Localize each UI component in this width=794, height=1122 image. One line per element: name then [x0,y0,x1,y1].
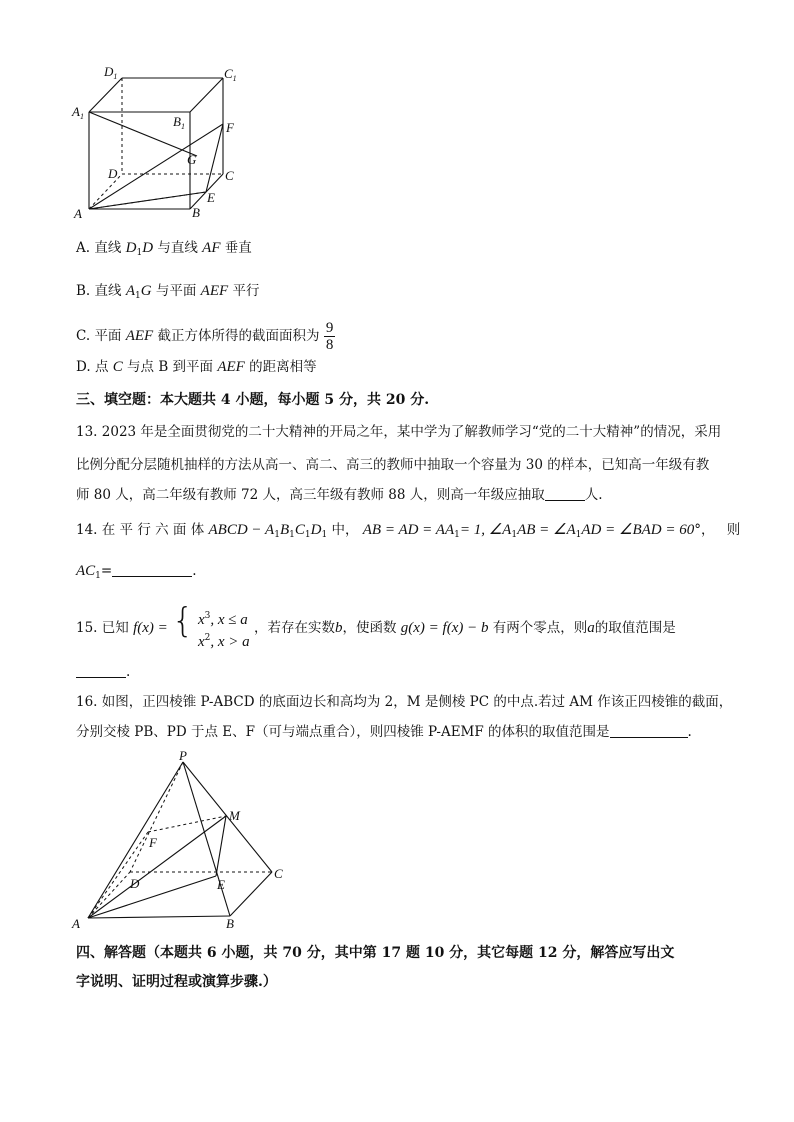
option-d: D. 点 C 与点 B 到平面 AEF 的距离相等 [76,359,317,375]
label-c1: $C_1$ [224,66,237,83]
label-e: E [217,877,225,892]
option-b: B. 直线 $A_1G$ 与平面 AEF 平行 [76,283,260,301]
label-b1: $B_1$ [173,114,185,131]
line-ef [206,124,223,192]
q15-answer-blank[interactable] [76,663,126,678]
label-m: M [229,808,240,823]
q16-line1: 16. 如图，正四棱锥 P-ABCD 的底面边长和高均为 2，M 是侧棱 PC 的中点.若过 AM 作该正四棱锥的截面， [76,694,733,710]
line-ae [89,192,206,209]
edge-a1d1 [89,78,122,112]
fraction-9-8: $\frac{9}{8}$ [325,320,334,353]
label-e: E [207,190,215,205]
label-p: P [179,748,187,763]
edge-pd-hidden [130,762,183,872]
q14-line1: 14. 在 平 行 六 面 体 ABCD − $A_1B_1C_1D_1$ 中， AB = AD = $AA_1= 1$, $\angle A_1AB$ = $\angle A_1AD$ = ∠BAD = 60°， 则 [76,522,741,540]
label-d: D [108,166,118,181]
option-c: C. 平面 AEF 截正方体所得的截面面积为 $\frac{9}{8}$ [76,320,334,353]
q13-line1: 13. 2023 年是全面贯彻党的二十大精神的开局之年，某中学为了解教师学习“党的二十大精神”的情况，采用 [76,424,722,440]
section4-line2: 字说明、证明过程或演算步骤.） [76,974,277,990]
q14-line2: $AC_1=$ . [76,563,197,581]
q13-line2: 比例分配分层随机抽样的方法从高一、高二、高三的教师中抽取一个容量为 30 的样本，已知高一年级有教 [76,457,710,473]
label-b: B [192,205,200,220]
edge-pa [88,762,183,918]
q14-answer-blank[interactable] [112,562,192,577]
q15-line1: 15. 已知 f(x) = { $x^3$, x ≤ a $x^2$, x > a ，若存在实数b，使函数 g(x) = f(x) − b 有两个零点，则a的取值范围是 [76,601,676,650]
section3-title: 三、填空题：本大题共 4 小题，每小题 5 分，共 20 分. [76,392,430,408]
q16-line2: 分别交棱 PB、PD 于点 E、F（可与端点重合），则四棱锥 P-AEMF 的体积的取值范围是 . [76,724,692,740]
piecewise-brace: { [172,601,194,641]
label-a1: $A_1$ [72,104,84,121]
label-d1: $D_1$ [104,64,118,81]
q13-answer-blank[interactable] [545,486,585,501]
label-g: G [187,152,197,167]
edge-pb [183,762,230,916]
line-am [88,816,226,918]
q13-line3: 师 80 人，高二年级有教师 72 人，高三年级有教师 88 人，则高一年级应抽取 人. [76,487,603,503]
label-a: A [74,206,82,221]
label-b: B [226,916,234,931]
piecewise-cases: $x^3$, x ≤ a $x^2$, x > a [197,610,250,650]
cube-figure [66,62,246,222]
q16-answer-blank[interactable] [610,723,688,738]
label-a: A [72,916,80,931]
edge-ab [88,916,230,918]
option-a: A. 直线 $D_1D$ 与直线 AF 垂直 [76,240,252,258]
pyramid-figure [68,748,292,932]
line-em [216,816,226,876]
edge-bc [230,872,272,916]
line-af-hidden [88,832,148,918]
section4-line1: 四、解答题（本题共 6 小题，共 70 分，其中第 17 题 10 分，其它每题 12 分，解答应写出文 [76,945,675,961]
label-c: C [274,866,283,881]
edge-pc [183,762,272,872]
label-f: F [149,835,157,850]
label-f: F [226,120,234,135]
label-d: D [130,876,140,891]
line-ae [88,876,216,918]
q15-line2: . [76,662,130,682]
edge-b1c1 [190,78,223,112]
label-c: C [225,168,234,183]
